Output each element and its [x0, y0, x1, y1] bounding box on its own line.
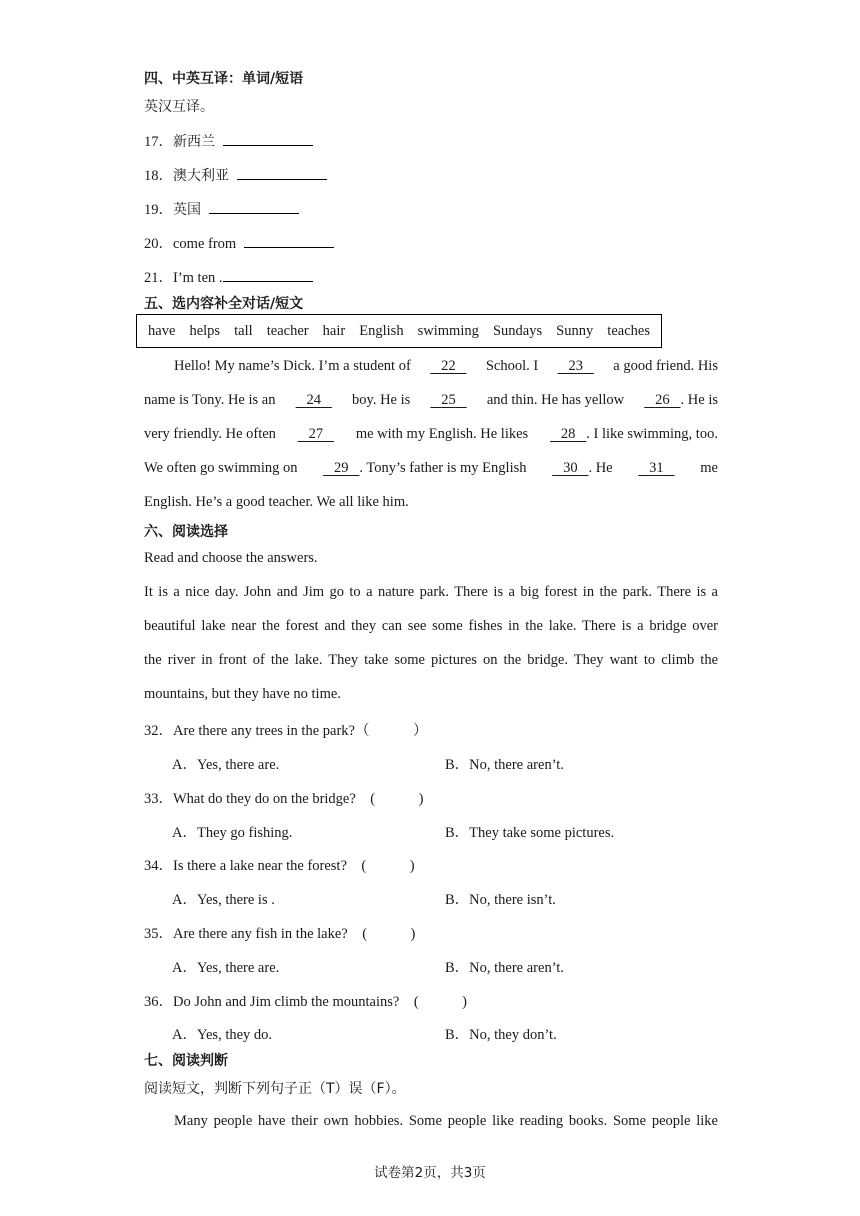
answer-blank[interactable]: [244, 233, 334, 248]
cloze-text: . He: [588, 460, 613, 476]
cloze-text: a good friend. His: [613, 358, 718, 374]
question-19: 19．英国: [144, 198, 299, 219]
option-a[interactable]: A．Yes, there are.: [172, 960, 280, 976]
answer-blank[interactable]: [209, 199, 299, 214]
option-a[interactable]: A．Yes, there is .: [172, 892, 275, 908]
cloze-line-3: [144, 426, 718, 443]
cloze-text: me: [700, 460, 718, 476]
word-bank-item: English: [359, 322, 404, 339]
reading-passage-line: the river in front of the lake. They take some pictures on the bridge. They want to climb the: [144, 652, 718, 668]
word-bank-item: teaches: [607, 322, 650, 339]
question-21: 21．I’m ten .: [144, 266, 313, 287]
question-32: 32．Are there any trees in the park?（ ）: [144, 723, 428, 739]
answer-blank[interactable]: [237, 165, 327, 180]
cloze-line-5: English. He’s a good teacher. We all like him.: [144, 494, 409, 510]
word-bank-item: Sundays: [492, 322, 543, 339]
cloze-blank-30[interactable]: 30: [563, 460, 578, 476]
cloze-blank-28[interactable]: 28: [560, 426, 576, 442]
cloze-text: . I like swimming, too.: [586, 426, 718, 442]
reading-passage-line: It is a nice day. John and Jim go to a nature park. There is a big forest in the park. There is a: [144, 584, 718, 600]
word-bank-item: have: [148, 322, 176, 339]
cloze-blank-22[interactable]: 22: [441, 358, 456, 374]
cloze-line-2: [144, 392, 718, 409]
question-36: 36．Do John and Jim climb the mountains? ( ): [144, 994, 467, 1010]
question-17: 17．新西兰: [144, 130, 313, 151]
cloze-blank-23[interactable]: 23: [568, 358, 583, 374]
word-bank-item: teacher: [266, 322, 309, 339]
section-4-heading: 四、中英互译：单词/短语: [144, 71, 304, 87]
cloze-blank-31[interactable]: 31: [649, 460, 664, 476]
cloze-text: and thin. He has yellow: [486, 392, 625, 408]
question-33: 33．What do they do on the bridge? ( ): [144, 791, 424, 807]
cloze-text: . Tony’s father is my English: [359, 460, 527, 476]
cloze-line-4: [144, 460, 718, 477]
word-bank-item: swimming: [417, 322, 479, 339]
reading-passage-line: beautiful lake near the forest and they can see some fishes in the lake. There is a bridge over: [144, 618, 718, 634]
option-b[interactable]: B．They take some pictures.: [445, 825, 615, 841]
answer-blank[interactable]: [223, 267, 313, 282]
cloze-line-1: [174, 358, 718, 375]
cloze-text: me with my English. He likes: [355, 426, 529, 442]
option-b[interactable]: B．No, there aren’t.: [445, 757, 564, 773]
cloze-blank-29[interactable]: 29: [334, 460, 349, 476]
section-7-heading: 七、阅读判断: [144, 1053, 228, 1069]
cloze-text: name is Tony. He is an: [144, 392, 276, 408]
section-6-instruction: Read and choose the answers.: [144, 550, 318, 566]
question-35: 35．Are there any fish in the lake? ( ): [144, 926, 416, 942]
cloze-text: We often go swimming on: [144, 460, 298, 476]
cloze-blank-24[interactable]: 24: [306, 392, 321, 408]
cloze-text: . He is: [680, 392, 718, 408]
option-a[interactable]: A．Yes, they do.: [172, 1027, 273, 1043]
page-footer: 试卷第2页，共3页: [374, 1165, 486, 1181]
cloze-blank-26[interactable]: 26: [655, 392, 670, 408]
word-bank-item: helps: [189, 322, 221, 339]
cloze-text: boy. He is: [352, 392, 411, 408]
cloze-text: very friendly. He often: [144, 426, 276, 442]
question-34: 34．Is there a lake near the forest? ( ): [144, 858, 415, 874]
cloze-blank-27[interactable]: 27: [308, 426, 324, 442]
answer-blank[interactable]: [223, 131, 313, 146]
judgement-passage-line: Many people have their own hobbies. Some people like reading books. Some people like: [174, 1113, 718, 1129]
option-a[interactable]: A．They go fishing.: [172, 825, 293, 841]
word-bank-box: [136, 314, 662, 348]
section-5-heading: 五、选内容补全对话/短文: [144, 296, 304, 312]
section-7-instruction: 阅读短文，判断下列句子正（T）误（F）。: [144, 1081, 406, 1097]
word-bank-item: hair: [322, 322, 346, 339]
option-b[interactable]: B．No, there isn’t.: [445, 892, 556, 908]
word-bank-item: Sunny: [556, 322, 594, 339]
cloze-text: Hello! My name’s Dick. I’m a student of: [174, 358, 411, 374]
cloze-text: School. I: [485, 358, 539, 374]
option-b[interactable]: B．No, they don’t.: [445, 1027, 557, 1043]
cloze-blank-25[interactable]: 25: [441, 392, 456, 408]
option-a[interactable]: A．Yes, there are.: [172, 757, 280, 773]
option-b[interactable]: B．No, there aren’t.: [445, 960, 564, 976]
question-18: 18．澳大利亚: [144, 164, 327, 185]
reading-passage-line: mountains, but they have no time.: [144, 686, 341, 702]
section-6-heading: 六、阅读选择: [144, 524, 228, 540]
question-20: 20．come from: [144, 232, 334, 253]
section-4-instruction: 英汉互译。: [144, 99, 214, 115]
word-bank-item: tall: [234, 322, 253, 339]
